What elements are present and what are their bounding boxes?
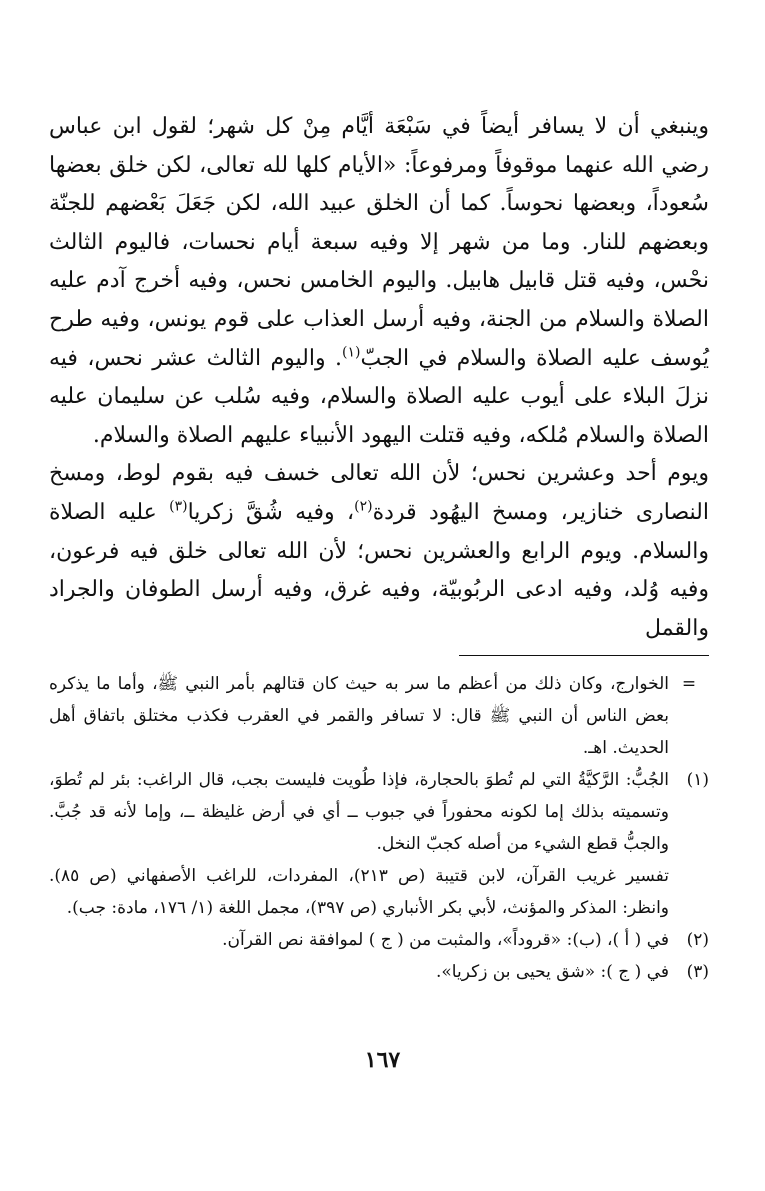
- footnote-divider: [459, 655, 709, 656]
- footnote-number: (١): [686, 770, 709, 790]
- footnote-3-text: في ( ج ): «شق يحيى بن زكريا».: [436, 962, 669, 982]
- main-paragraph-2-text: ويوم أحد وعشرين نحس؛ لأن الله تعالى خسف فيه بقوم لوط، ومسخ النصارى خنازير، ومسخ اليهُود قردة: [49, 461, 709, 525]
- main-paragraph-2-text-b: ، وفيه شُقَّ زكريا: [187, 499, 355, 525]
- main-paragraph-2-text-c: عليه الصلاة والسلام. ويوم الرابع والعشرين نحس؛ لأن الله تعالى خلق فيه فرعون، وفيه وُلد، وفيه ادعى الربُوبيّة، وفيه غرق، وفيه أرسل الطوفان والجراد والقمل: [49, 499, 709, 641]
- footnote-number: (٢): [686, 930, 709, 950]
- footnote-1: [49, 764, 709, 924]
- footnote-continuation-text: الخوارج، وكان ذلك من أعظم ما سر به حيث كان قتالهم بأمر النبي ﷺ، وأما ما يذكره بعض الناس أن النبي ﷺ قال: لا تسافر والقمر في العقرب فكذب مختلق باتفاق أهل الحديث. اهـ.: [49, 674, 669, 758]
- footnote-2-text: في ( أ )، (ب): «قروداً»، والمثبت من ( ج ) لموافقة نص القرآن.: [222, 930, 669, 950]
- page-number: ١٦٧: [364, 1047, 401, 1073]
- main-text: [49, 108, 709, 648]
- footnote-3: [49, 956, 709, 988]
- footnote-1-text: الجُبُّ: الرَّكيَّةُ التي لم تُطوَ بالحجارة، فإذا طُويت فليست بجب، قال الراغب: بئر لم تُطوَ، وتسميته بذلك إما لكونه محفوراً في جبوب ــ أي في أرض غليظة ــ، وإما لأنه قد جُبَّ. والجبُّ قطع الشيء من أصله كجبّ النخل.: [49, 770, 669, 854]
- footnote-ref-1: (١): [342, 344, 361, 361]
- main-paragraph-2: [49, 455, 709, 648]
- main-paragraph-1: [49, 108, 709, 455]
- main-paragraph-1-text-cont: . واليوم الثالث عشر نحس، فيه نزلَ البلاء على أيوب عليه الصلاة والسلام، وفيه سُلب عن سليمان عليه الصلاة والسلام مُلكه، وفيه قتلت اليهود الأنبياء عليهم الصلاة والسلام.: [49, 345, 709, 448]
- footnote-1-sources: تفسير غريب القرآن، لابن قتيبة (ص ٢١٣)، المفردات، للراغب الأصفهاني (ص ٨٥). وانظر: المذكر والمؤنث، لأبي بكر الأنباري (ص ٣٩٧)، مجمل اللغة (١/ ١٧٦، مادة: جب).: [49, 866, 669, 918]
- footnote-ref-2: (٢): [354, 498, 373, 515]
- footnote-continuation: [49, 668, 709, 764]
- footnote-number: (٣): [686, 962, 709, 982]
- footnotes: [49, 668, 709, 988]
- footnote-2: [49, 924, 709, 956]
- footnote-ref-3: (٣): [169, 498, 188, 515]
- main-paragraph-1-text: وينبغي أن لا يسافر أيضاً في سَبْعَة أيَّام مِنْ كل شهر؛ لقول ابن عباس رضي الله عنهما موقوفاً ومرفوعاً: «الأيام كلها لله تعالى، لكن خلق بعضها سُعوداً، وبعضها نحوساً. كما أن الخلق عبيد الله، لكن جَعَلَ بَعْضهم للجنّة وبعضهم للنار. وما من شهر إلا وفيه سبعة أيام نحسات، فاليوم الثالث نحْس، وفيه قتل قابيل هابيل. واليوم الخامس نحس، وفيه أخرج آدم عليه الصلاة والسلام من الجنة، وفيه أرسل العذاب على قوم يونس، وفيه طرح يُوسف عليه الصلاة والسلام في الجبّ: [49, 114, 709, 371]
- footnote-continuation-marker: =: [681, 674, 697, 694]
